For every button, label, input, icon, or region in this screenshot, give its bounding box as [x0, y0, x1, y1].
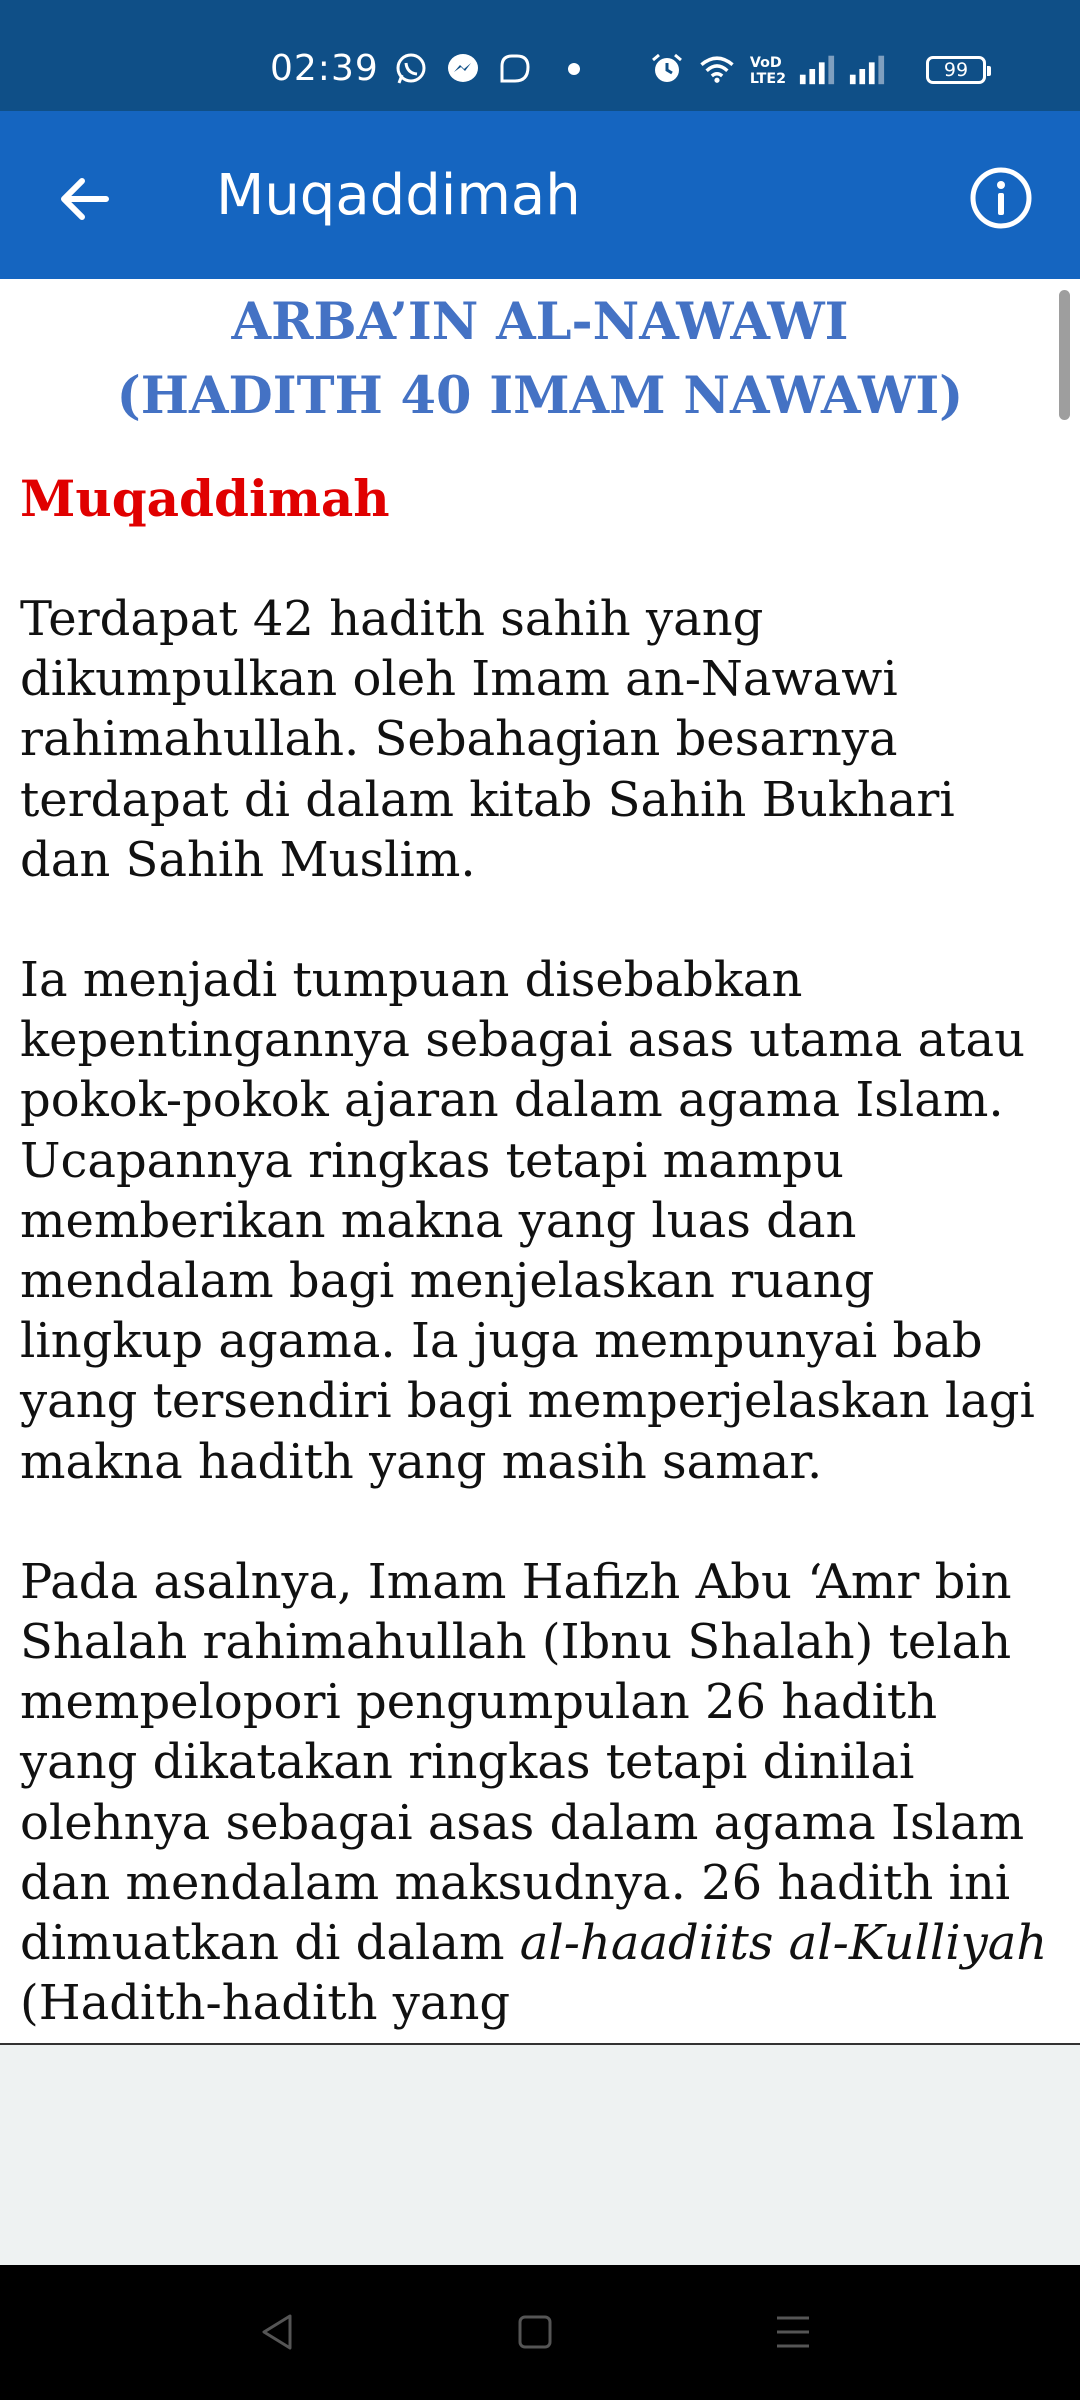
volte-icon: [748, 50, 786, 88]
app-bar: [0, 111, 1080, 279]
battery-icon: [926, 56, 986, 84]
chat-bubble-icon: [496, 50, 534, 88]
document-title-line1: ARBA’IN AL-NAWAWI: [231, 292, 849, 352]
document-title-line2: (HADITH 40 IMAM NAWAWI): [116, 366, 964, 426]
paragraph-2: Ia menjadi tumpuan disebabkan kepentingannya sebagai asas utama atau pokok-pokok ajaran dalam agama Islam. Ucapannya ringkas tetapi mampu memberikan makna yang luas dan mendalam bagi menjelaskan ruang lingkup agama. Ia juga mempunyai bab yang tersendiri bagi memperjelaskan lagi makna hadith yang masih samar.: [20, 952, 1035, 1490]
battery-level: 99: [943, 59, 969, 81]
back-button[interactable]: [40, 155, 128, 243]
whatsapp-icon: [392, 50, 430, 88]
signal-icon: [798, 50, 836, 88]
page-title: Muqaddimah: [216, 163, 581, 228]
svg-text:LTE2: LTE2: [749, 71, 786, 87]
info-button[interactable]: [966, 163, 1036, 233]
paragraph-3: [20, 1552, 1060, 2034]
arrow-left-icon: [56, 171, 112, 227]
bottom-panel: [0, 2045, 1080, 2265]
home-square-icon: [515, 2312, 555, 2352]
status-time: 02:39: [270, 48, 379, 89]
svg-text:VoD: VoD: [749, 55, 782, 72]
paragraph-3-end: (Hadith-hadith yang: [20, 1975, 511, 2032]
article-content[interactable]: [0, 279, 1080, 2043]
system-icons: [648, 50, 886, 88]
alarm-icon: [648, 50, 686, 88]
nav-menu-button[interactable]: [763, 2307, 823, 2357]
wifi-icon: [698, 50, 736, 88]
scrollbar-thumb[interactable]: [1059, 290, 1070, 420]
document-title: [0, 285, 1080, 433]
system-nav-bar: [0, 2265, 1080, 2400]
paragraph-3-start: Pada asalnya, Imam Hafizh Abu ‘Amr bin Shalah rahimahullah (Ibnu Shalah) telah mempelopori pengumpulan 26 hadith yang dikatakan ringkas tetapi dinilai olehnya sebagai asas dalam agama Islam dan mendalam maksudnya. 26 hadith ini dimuatkan di dalam: [20, 1553, 1025, 1972]
nav-home-button[interactable]: [505, 2307, 565, 2357]
messenger-icon: [444, 50, 482, 88]
paragraph-3-italic: al-haadiits al-Kulliyah: [519, 1915, 1048, 1972]
status-bar: [0, 0, 1080, 111]
menu-lines-icon: [773, 2312, 813, 2352]
notification-icons: [392, 50, 580, 88]
back-triangle-icon: [258, 2312, 298, 2352]
paragraph-1: Terdapat 42 hadith sahih yang dikumpulkan oleh Imam an-Nawawi rahimahullah. Sebahagian besarnya terdapat di dalam kitab Sahih Bukhari dan Sahih Muslim.: [20, 591, 955, 888]
section-heading: Muqaddimah: [20, 469, 390, 528]
article-body: [0, 469, 1080, 2033]
nav-back-button[interactable]: [248, 2307, 308, 2357]
signal-icon-2: [848, 50, 886, 88]
info-icon: [969, 166, 1033, 230]
dot-icon: [568, 63, 580, 75]
